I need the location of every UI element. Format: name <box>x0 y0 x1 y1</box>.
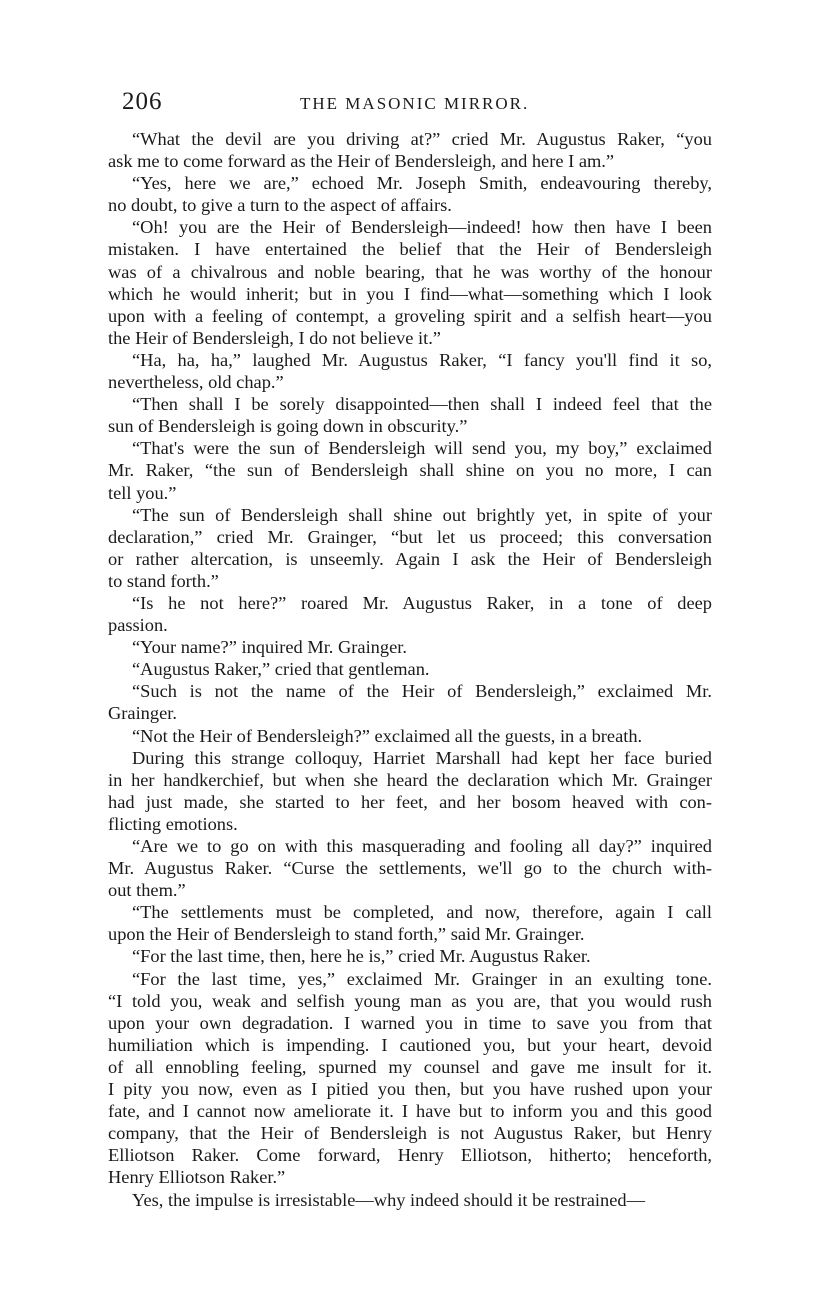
text-line: fate, and I cannot now ameliorate it. I have but to inform you and this good <box>108 1101 712 1122</box>
text-line: “The settlements must be completed, and now, therefore, again I call <box>132 902 712 923</box>
text-line: “Then shall I be sorely disappointed—then shall I indeed feel that the <box>132 394 712 415</box>
text-line: Mr. Augustus Raker. “Curse the settlements, we'll go to the church with- <box>108 858 712 879</box>
text-line: in her handkerchief, but when she heard the declaration which Mr. Grainger <box>108 769 712 790</box>
text-line: or rather altercation, is unseemly. Again I ask the Heir of Bendersleigh <box>108 548 712 569</box>
text-line: which he would inherit; but in you I find—what—something which I look <box>108 283 712 304</box>
text-line: tell you.” <box>108 482 177 503</box>
text-line: “Oh! you are the Heir of Bendersleigh—indeed! how then have I been <box>132 217 712 238</box>
text-line: upon the Heir of Bendersleigh to stand forth,” said Mr. Grainger. <box>108 924 585 945</box>
text-line: “Are we to go on with this masquerading and fooling all day?” inquired <box>132 836 712 856</box>
text-line: no doubt, to give a turn to the aspect of affairs. <box>108 195 452 216</box>
page-number: 206 <box>122 88 163 115</box>
text-line: company, that the Heir of Bendersleigh is not Augustus Raker, but Henry <box>108 1123 712 1144</box>
text-line: “Not the Heir of Bendersleigh?” exclaimed all the guests, in a breath. <box>132 725 643 746</box>
text-line: “What the devil are you driving at?” cried Mr. Augustus Raker, “you <box>132 129 712 149</box>
text-line: passion. <box>108 615 168 636</box>
text-line: “I told you, weak and selfish young man as you are, that you would rush <box>108 990 712 1011</box>
text-line: Yes, the impulse is irresistable—why indeed should it be restrained— <box>132 1189 645 1210</box>
text-line: “Your name?” inquired Mr. Grainger. <box>132 637 407 658</box>
text-line: Elliotson Raker. Come forward, Henry Elliotson, hitherto; henceforth, <box>108 1145 712 1166</box>
text-line: ask me to come forward as the Heir of Bendersleigh, and here I am.” <box>108 151 615 172</box>
text-line: Mr. Raker, “the sun of Bendersleigh shall shine on you no more, I can <box>108 460 712 481</box>
text-line: “That's were the sun of Bendersleigh will send you, my boy,” exclaimed <box>132 438 712 459</box>
text-line: “Such is not the name of the Heir of Bendersleigh,” exclaimed Mr. <box>132 681 712 702</box>
text-line: “Is he not here?” roared Mr. Augustus Raker, in a tone of deep <box>132 592 712 613</box>
text-line: nevertheless, old chap.” <box>108 372 284 393</box>
body-text <box>108 128 712 1211</box>
text-line: sun of Bendersleigh is going down in obscurity.” <box>108 416 468 437</box>
text-line: “The sun of Bendersleigh shall shine out brightly yet, in spite of your <box>132 504 712 525</box>
text-line: humiliation which is impending. I cautioned you, but your heart, devoid <box>108 1034 712 1055</box>
text-line: upon with a feeling of contempt, a groveling spirit and a selfish heart—you <box>108 305 712 326</box>
text-line: mistaken. I have entertained the belief that the Heir of Bendersleigh <box>108 239 712 260</box>
text-line: of all ennobling feeling, spurned my counsel and gave me insult for it. <box>108 1056 712 1077</box>
text-line: had just made, she started to her feet, and her bosom heaved with con- <box>108 791 712 812</box>
text-line: upon your own degradation. I warned you in time to save you from that <box>108 1012 712 1033</box>
text-line: “For the last time, yes,” exclaimed Mr. Grainger in an exulting tone. <box>132 968 712 989</box>
text-line: “Augustus Raker,” cried that gentleman. <box>132 659 430 680</box>
text-line: to stand forth.” <box>108 570 219 591</box>
running-title: THE MASONIC MIRROR. <box>300 94 530 113</box>
text-line: “Yes, here we are,” echoed Mr. Joseph Smith, endeavouring thereby, <box>132 173 712 194</box>
text-line: “Ha, ha, ha,” laughed Mr. Augustus Raker, “I fancy you'll find it so, <box>132 349 712 370</box>
text-line: “For the last time, then, here he is,” cried Mr. Augustus Raker. <box>132 946 591 967</box>
text-line: declaration,” cried Mr. Grainger, “but let us proceed; this conversation <box>108 526 712 547</box>
text-line: the Heir of Bendersleigh, I do not believe it.” <box>108 327 441 348</box>
text-line: was of a chivalrous and noble bearing, that he was worthy of the honour <box>108 261 712 282</box>
text-line: During this strange colloquy, Harriet Marshall had kept her face buried <box>132 747 712 768</box>
text-line: I pity you now, even as I pitied you then, but you have rushed upon your <box>108 1079 712 1100</box>
text-line: Grainger. <box>108 703 177 724</box>
text-line: out them.” <box>108 880 186 901</box>
text-line: Henry Elliotson Raker.” <box>108 1167 286 1188</box>
page-header <box>122 88 712 124</box>
text-line: flicting emotions. <box>108 813 238 834</box>
